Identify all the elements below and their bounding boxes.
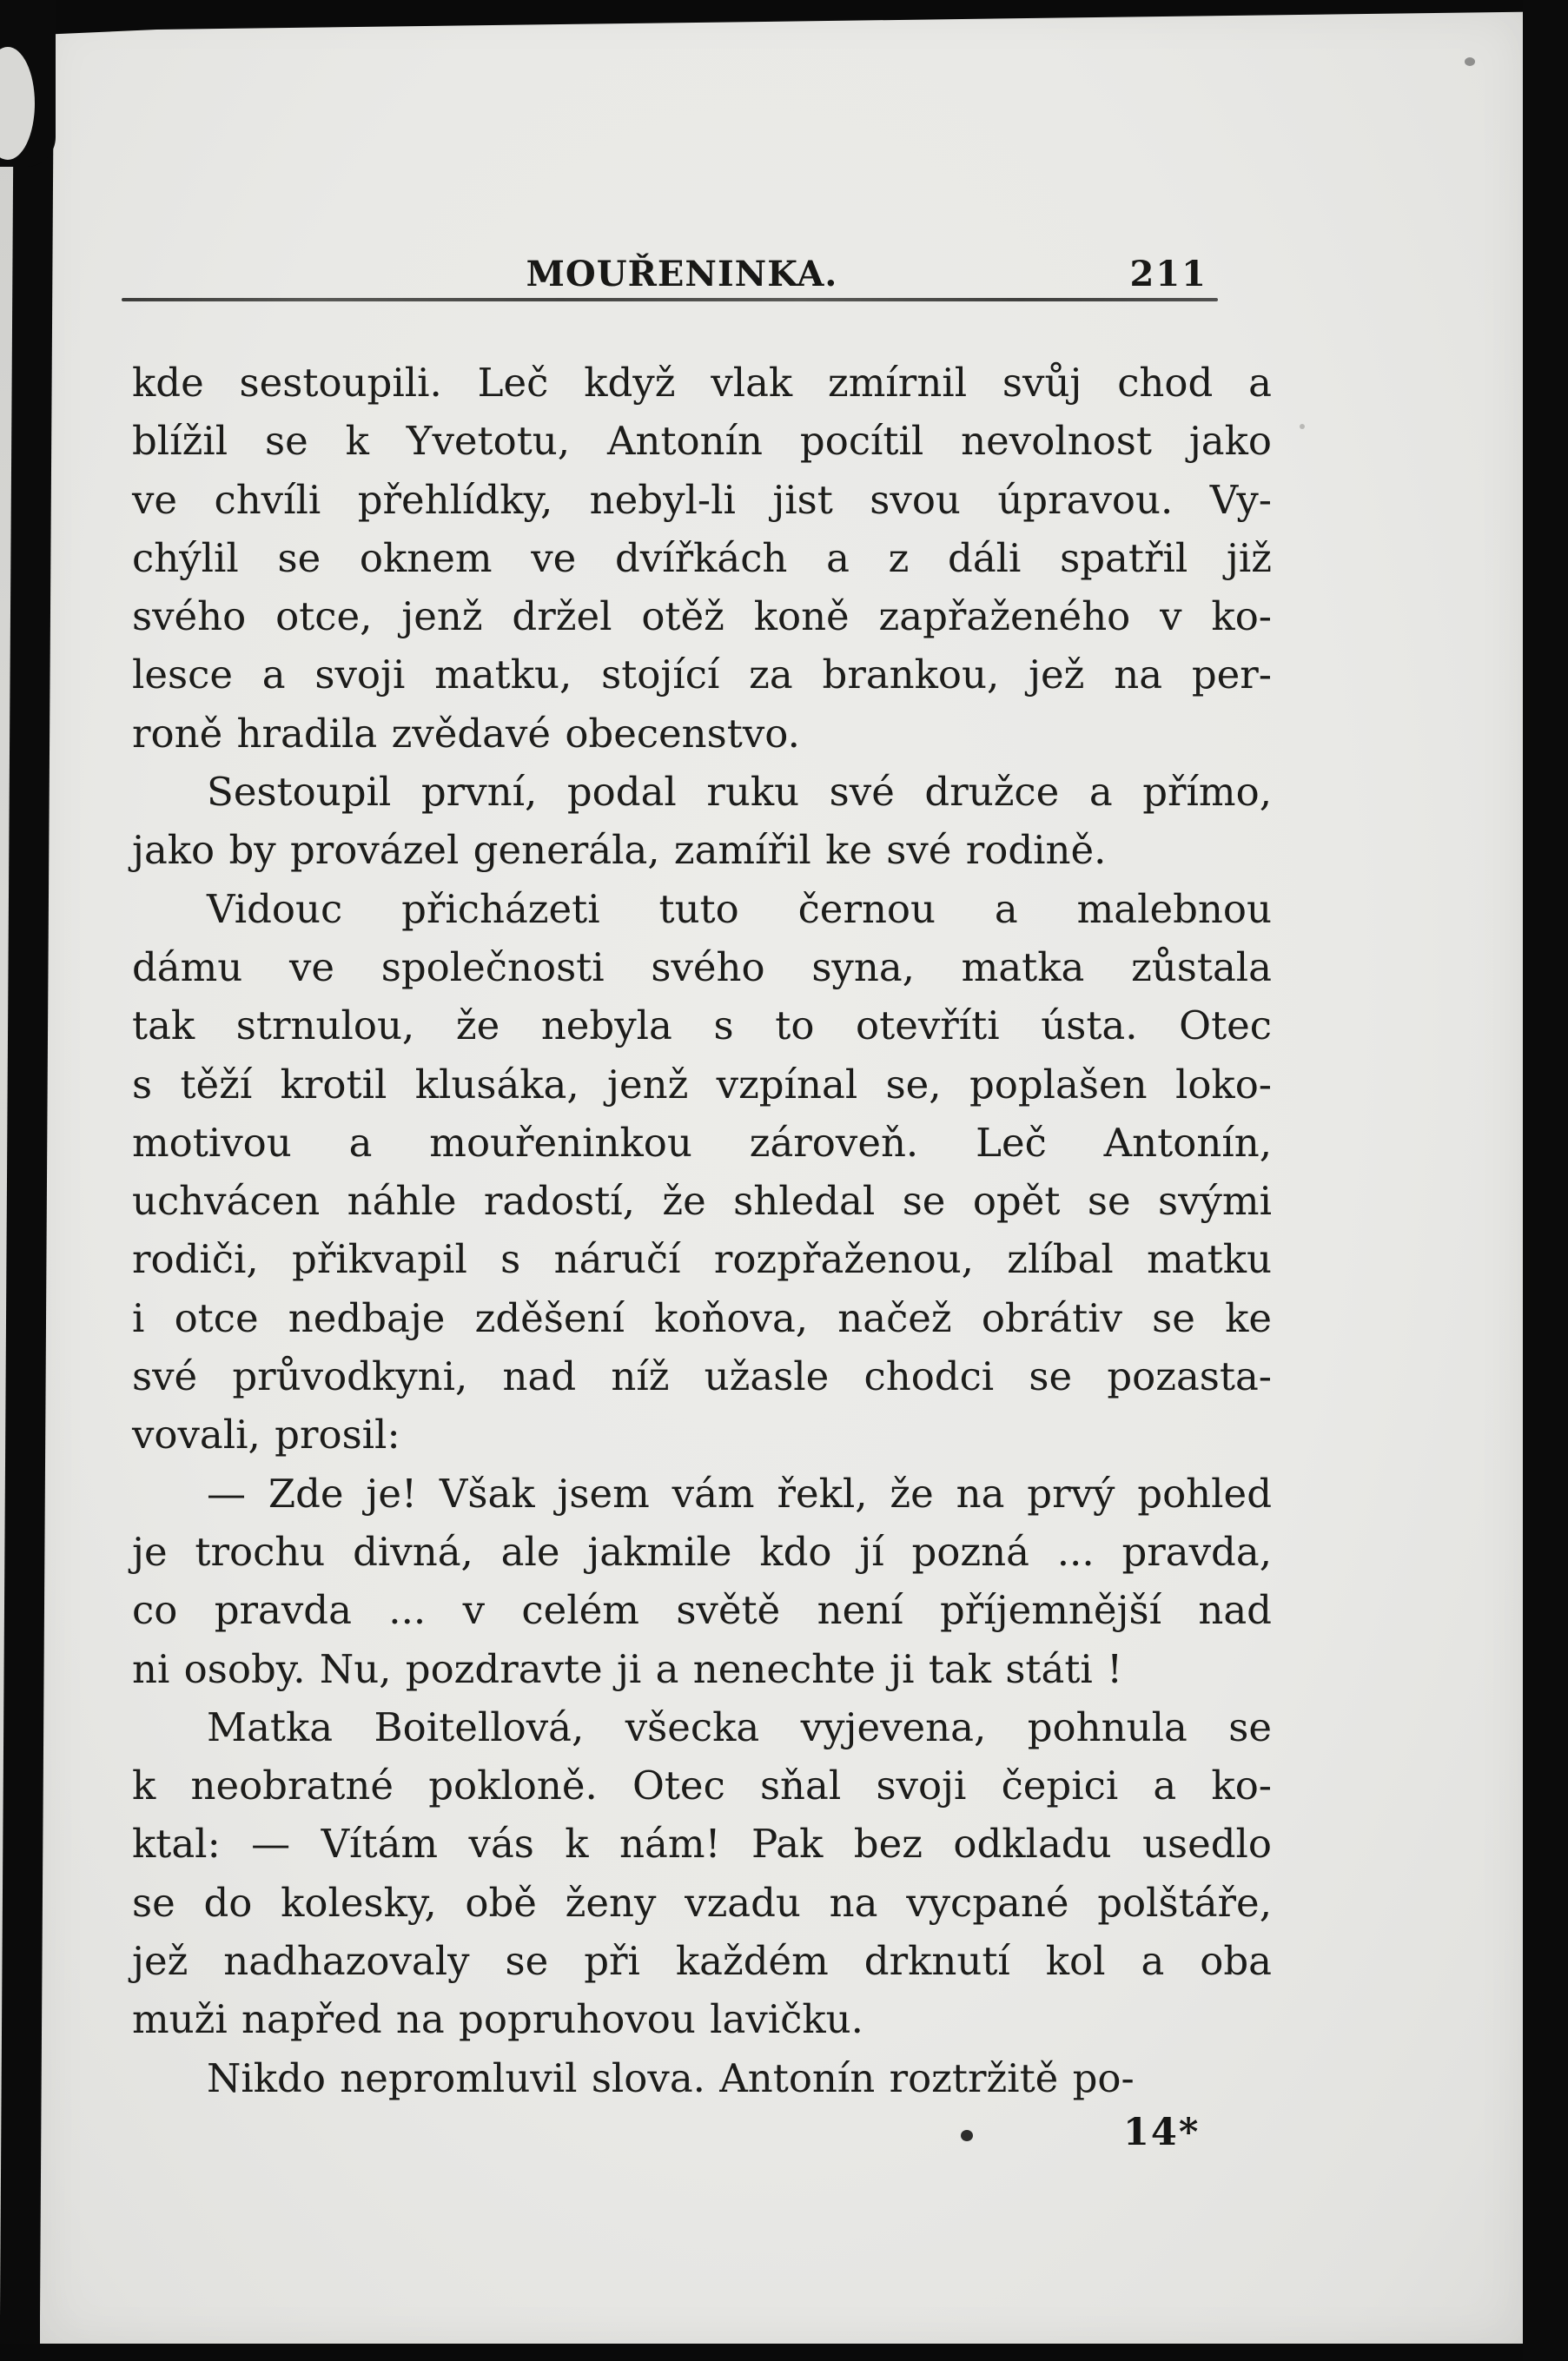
text-line: co pravda ... v celém světě není příjemnější nad <box>132 1587 1272 1634</box>
running-head <box>0 254 1568 294</box>
text-line: roně hradila zvědavé obecenstvo. <box>132 710 800 757</box>
text-line: Nikdo nepromluvil slova. Antonín roztržitě po- <box>207 2054 1135 2101</box>
text-line: ve chvíli přehlídky, nebyl-li jist svou úpravou. Vy- <box>132 476 1272 523</box>
text-line: vovali, prosil: <box>132 1412 400 1458</box>
page-number: 211 <box>1129 254 1207 294</box>
text-line: Sestoupil první, podal ruku své družce a přímo, <box>207 769 1272 816</box>
text-line: Matka Boitellová, všecka vyjevena, pohnula se <box>207 1703 1272 1750</box>
text-line: svého otce, jenž držel otěž koně zapřaženého v ko- <box>132 593 1272 640</box>
text-line: kde sestoupili. Leč když vlak zmírnil svůj chod a <box>132 360 1272 406</box>
text-line: Vidouc přicházeti tuto černou a malebnou <box>207 885 1272 932</box>
text-line: blížil se k Yvetotu, Antonín pocítil nevolnost jako <box>132 418 1272 465</box>
text-block <box>132 354 1272 2107</box>
text-line: dámu ve společnosti svého syna, matka zůstala <box>132 943 1272 990</box>
text-line: s těží krotil klusáka, jenž vzpínal se, poplašen loko- <box>132 1061 1272 1108</box>
text-line: své průvodkyni, nad níž užasle chodci se pozasta- <box>132 1353 1272 1400</box>
text-line: lesce a svoji matku, stojící za brankou, jež na per- <box>132 651 1272 698</box>
text-line: i otce nedbaje zděšení koňova, načež obrátiv se ke <box>132 1294 1272 1341</box>
header-rule <box>122 298 1218 301</box>
text-line: muži napřed na popruhovou lavičku. <box>132 1996 863 2043</box>
text-line: k neobratné pokloně. Otec sňal svoji čepici a ko- <box>132 1762 1272 1809</box>
text-line: uchvácen náhle radostí, že shledal se opět se svými <box>132 1178 1272 1225</box>
page-title: MOUŘENINKA. <box>526 254 838 294</box>
signature-mark: 14* <box>1123 2111 1201 2154</box>
text-line: jež nadhazovaly se při každém drknutí kol a oba <box>132 1938 1272 1985</box>
text-line: tak strnulou, že nebyla s to otevříti ústa. Otec <box>132 1002 1272 1049</box>
text-line: — Zde je! Však jsem vám řekl, že na prvý pohled <box>207 1470 1272 1517</box>
text-line: chýlil se oknem ve dvířkách a z dáli spatřil již <box>132 534 1272 581</box>
text-line: rodiči, přikvapil s náručí rozpřaženou, zlíbal matku <box>132 1236 1272 1283</box>
text-line: motivou a mouřeninkou zároveň. Leč Antonín, <box>132 1119 1272 1166</box>
text-line: ktal: — Vítám vás k nám! Pak bez odkladu usedlo <box>132 1821 1272 1868</box>
text-line: ni osoby. Nu, pozdravte ji a nenechte ji tak státi ! <box>132 1645 1123 1692</box>
text-line: je trochu divná, ale jakmile kdo jí pozná ... pravda, <box>132 1528 1272 1575</box>
text-line: se do kolesky, obě ženy vzadu na vycpané polštáře, <box>132 1879 1272 1926</box>
ink-dot <box>961 2130 973 2141</box>
text-line: jako by provázel generála, zamířil ke své rodině. <box>132 827 1107 874</box>
